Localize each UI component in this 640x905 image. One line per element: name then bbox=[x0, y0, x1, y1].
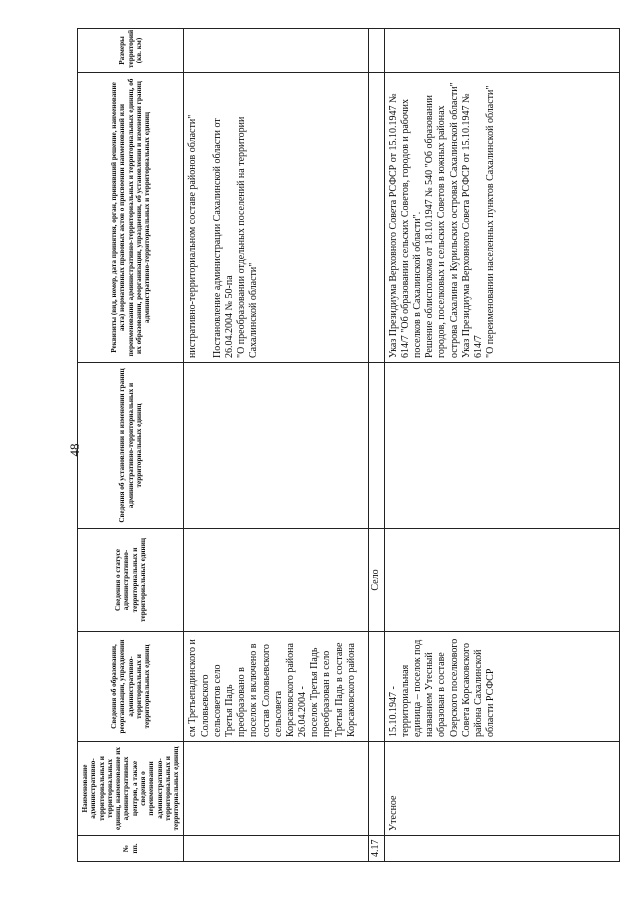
row-formation: 15.10.1947 - территориальная единица – поселок под названием Утесный образован в составе Озерского поселкового Совета Корсаковского района Сахалинской области РСФСР bbox=[384, 632, 619, 742]
col-header-name: Наименование административно-территориальных и территориальных единиц, наименование их административных центров, а также сведения о переименовании административно-территориальных и территориальных единиц bbox=[78, 742, 184, 836]
row-status bbox=[184, 529, 369, 632]
registry-table bbox=[77, 28, 620, 862]
col-header-acts: Реквизиты (вид, номер, дата принятия, орган, принявший решение, наименование акта) нормативных правовых актов о присвоении наименований или переименовании административно-территориальных и территориальных единиц, об их образовании, реорганизации, упразднении, об установлении и изменении границ административно-территориальных и территориальных единиц bbox=[78, 73, 184, 363]
table-row bbox=[184, 29, 369, 862]
band-number: 4.17 bbox=[369, 836, 384, 862]
page-number: 48 bbox=[67, 443, 82, 457]
row-formation: см Третьепадинского и Соловьевского сельсоветов село Третья Падь преобразовано в поселок и включено в состав Соловьевского сельсовета Корсаковского района 26.04.2004 - поселок Третья Падь преобразован в село Третья Падь в составе Корсаковского района bbox=[184, 632, 369, 742]
table-row bbox=[384, 29, 619, 862]
rotated-table-container bbox=[77, 29, 620, 862]
col-header-number: № пп. bbox=[78, 836, 184, 862]
col-header-area: Размеры территорий (кв. км) bbox=[78, 29, 184, 73]
row-name bbox=[184, 742, 369, 836]
col-header-formation: Сведения об образовании, реорганизации, упразднении административно-территориальных и территориальных единиц bbox=[78, 632, 184, 742]
col-header-borders: Сведения об установлении и изменении границ административно-территориальных и территориальных единиц bbox=[78, 363, 184, 529]
row-name: Утесное bbox=[384, 742, 619, 836]
row-status bbox=[384, 529, 619, 632]
row-borders bbox=[184, 363, 369, 529]
row-acts: Указ Президиума Верховного Совета РСФСР от 15.10.1947 № 614/7 "Об образовании сельских Советов, городов и рабочих поселков в Сахалинской области". Решение облисполкома от 18.10.1947 № 540 "Об образовании городов, поселковых и сельских Советов в южных районах острова Сахалина и Курильских островах Сахалинской области" Указ Президиума Верховного Совета РСФСР от 15.10.1947 № 614/7 "О переименовании населенных пунктов Сахалинской области" bbox=[384, 73, 619, 363]
row-number bbox=[184, 836, 369, 862]
col-header-status: Сведения о статусе административно-территориальных и территориальных единиц bbox=[78, 529, 184, 632]
row-number bbox=[384, 836, 619, 862]
row-area bbox=[184, 29, 369, 73]
row-area bbox=[384, 29, 619, 73]
band-status: Село bbox=[369, 529, 384, 632]
header-row bbox=[78, 29, 184, 862]
row-borders bbox=[384, 363, 619, 529]
row-acts: нистративно-территориальном составе районов области" Постановление администрации Сахалинской области от 26.04.2004 № 50-па "О преобразовании отдельных поселений на территории Сахалинской области" bbox=[184, 73, 369, 363]
section-band-row bbox=[369, 29, 384, 862]
